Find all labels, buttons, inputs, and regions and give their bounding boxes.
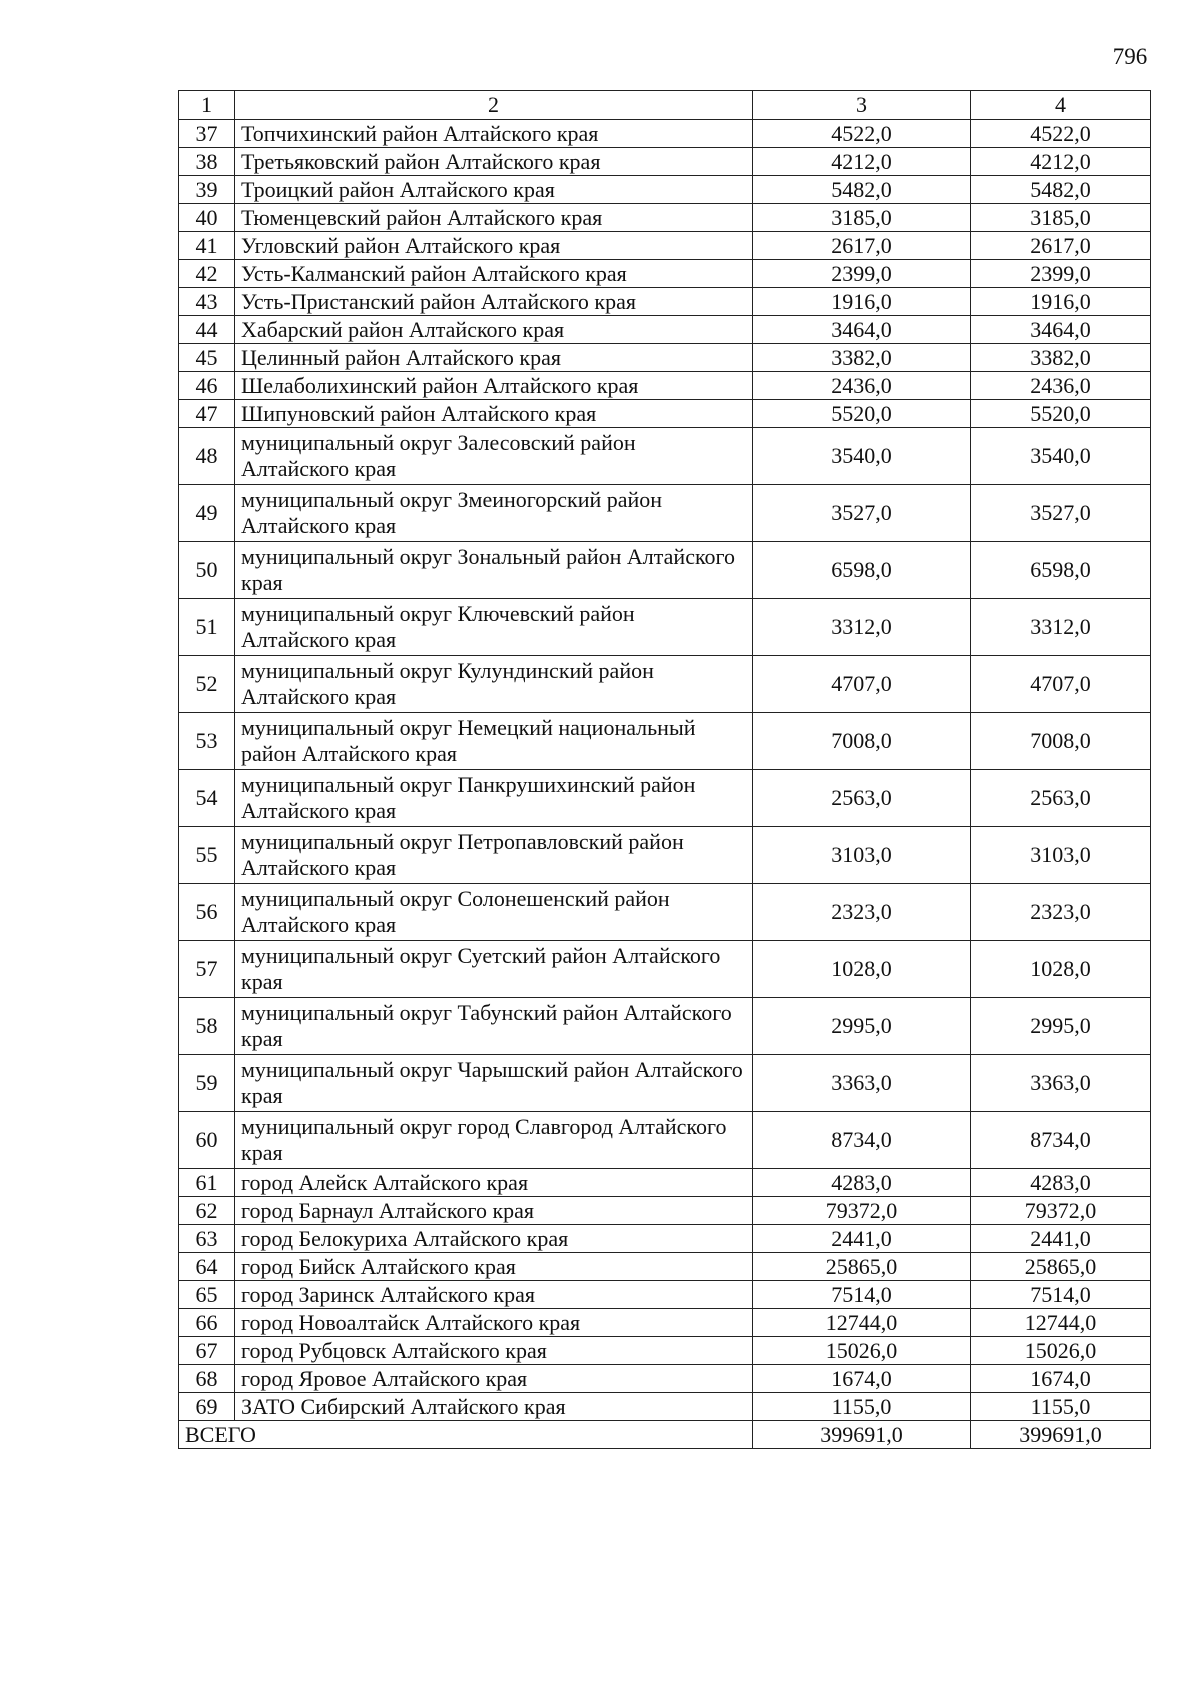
row-number: 60: [179, 1112, 235, 1169]
row-value-col4: 1916,0: [971, 288, 1151, 316]
row-number: 58: [179, 998, 235, 1055]
row-number: 63: [179, 1225, 235, 1253]
row-value-col3: 5482,0: [753, 176, 971, 204]
row-value-col3: 1028,0: [753, 941, 971, 998]
row-name: муниципальный округ Змеиногорский район Алтайского края: [235, 485, 753, 542]
row-name: муниципальный округ Ключевский район Алтайского края: [235, 599, 753, 656]
row-name: город Бийск Алтайского края: [235, 1253, 753, 1281]
row-value-col3: 4212,0: [753, 148, 971, 176]
row-value-col4: 8734,0: [971, 1112, 1151, 1169]
table-row: [179, 204, 1151, 232]
table-row: [179, 1365, 1151, 1393]
row-value-col4: 4212,0: [971, 148, 1151, 176]
table-row: [179, 1112, 1151, 1169]
table-row: [179, 485, 1151, 542]
row-name: Шипуновский район Алтайского края: [235, 400, 753, 428]
row-name: Тюменцевский район Алтайского края: [235, 204, 753, 232]
row-name: муниципальный округ город Славгород Алтайского края: [235, 1112, 753, 1169]
row-number: 52: [179, 656, 235, 713]
row-value-col4: 2995,0: [971, 998, 1151, 1055]
table-row: [179, 599, 1151, 656]
row-value-col4: 2436,0: [971, 372, 1151, 400]
row-value-col4: 2323,0: [971, 884, 1151, 941]
row-value-col3: 3527,0: [753, 485, 971, 542]
row-number: 69: [179, 1393, 235, 1421]
row-value-col3: 2323,0: [753, 884, 971, 941]
row-number: 67: [179, 1337, 235, 1365]
row-value-col4: 2563,0: [971, 770, 1151, 827]
row-value-col4: 15026,0: [971, 1337, 1151, 1365]
row-name: город Белокуриха Алтайского края: [235, 1225, 753, 1253]
table-row: [179, 428, 1151, 485]
row-value-col3: 4707,0: [753, 656, 971, 713]
total-row: [179, 1421, 1151, 1449]
row-number: 47: [179, 400, 235, 428]
table-row: [179, 998, 1151, 1055]
table-row: [179, 316, 1151, 344]
row-value-col3: 2399,0: [753, 260, 971, 288]
row-number: 42: [179, 260, 235, 288]
row-value-col3: 25865,0: [753, 1253, 971, 1281]
row-value-col3: 3312,0: [753, 599, 971, 656]
row-name: Троицкий район Алтайского края: [235, 176, 753, 204]
row-value-col3: 3185,0: [753, 204, 971, 232]
allocation-table: [178, 90, 1151, 1449]
row-value-col4: 1028,0: [971, 941, 1151, 998]
row-number: 59: [179, 1055, 235, 1112]
table-row: [179, 120, 1151, 148]
row-number: 56: [179, 884, 235, 941]
row-name: муниципальный округ Солонешенский район Алтайского края: [235, 884, 753, 941]
row-value-col3: 2563,0: [753, 770, 971, 827]
header-cell-2: 2: [235, 91, 753, 120]
row-number: 39: [179, 176, 235, 204]
table-row: [179, 232, 1151, 260]
row-number: 37: [179, 120, 235, 148]
row-value-col4: 7008,0: [971, 713, 1151, 770]
row-value-col4: 25865,0: [971, 1253, 1151, 1281]
row-name: Усть-Калманский район Алтайского края: [235, 260, 753, 288]
row-value-col4: 3103,0: [971, 827, 1151, 884]
table-row: [179, 827, 1151, 884]
row-name: город Новоалтайск Алтайского края: [235, 1309, 753, 1337]
row-value-col4: 5482,0: [971, 176, 1151, 204]
row-name: муниципальный округ Петропавловский район Алтайского края: [235, 827, 753, 884]
row-name: Топчихинский район Алтайского края: [235, 120, 753, 148]
row-name: муниципальный округ Кулундинский район Алтайского края: [235, 656, 753, 713]
row-name: муниципальный округ Немецкий национальный район Алтайского края: [235, 713, 753, 770]
row-value-col4: 12744,0: [971, 1309, 1151, 1337]
row-value-col4: 3312,0: [971, 599, 1151, 656]
row-value-col4: 3540,0: [971, 428, 1151, 485]
row-value-col3: 3382,0: [753, 344, 971, 372]
table-row: [179, 656, 1151, 713]
row-value-col4: 2441,0: [971, 1225, 1151, 1253]
row-value-col3: 3103,0: [753, 827, 971, 884]
row-value-col3: 3540,0: [753, 428, 971, 485]
table-row: [179, 1309, 1151, 1337]
table-row: [179, 713, 1151, 770]
row-value-col4: 2399,0: [971, 260, 1151, 288]
row-value-col4: 3185,0: [971, 204, 1151, 232]
row-value-col4: 79372,0: [971, 1197, 1151, 1225]
row-value-col3: 2441,0: [753, 1225, 971, 1253]
table-row: [179, 1393, 1151, 1421]
row-name: муниципальный округ Залесовский район Алтайского края: [235, 428, 753, 485]
row-value-col3: 3464,0: [753, 316, 971, 344]
table-row: [179, 176, 1151, 204]
row-name: муниципальный округ Зональный район Алтайского края: [235, 542, 753, 599]
row-number: 64: [179, 1253, 235, 1281]
row-name: муниципальный округ Табунский район Алтайского края: [235, 998, 753, 1055]
row-name: Угловский район Алтайского края: [235, 232, 753, 260]
row-name: муниципальный округ Суетский район Алтайского края: [235, 941, 753, 998]
row-number: 49: [179, 485, 235, 542]
row-value-col3: 6598,0: [753, 542, 971, 599]
row-value-col3: 12744,0: [753, 1309, 971, 1337]
row-number: 38: [179, 148, 235, 176]
row-value-col3: 15026,0: [753, 1337, 971, 1365]
row-number: 53: [179, 713, 235, 770]
table-row: [179, 1197, 1151, 1225]
table-row: [179, 1055, 1151, 1112]
row-name: Шелаболихинский район Алтайского края: [235, 372, 753, 400]
table-row: [179, 1253, 1151, 1281]
row-value-col3: 1155,0: [753, 1393, 971, 1421]
table-row: [179, 1281, 1151, 1309]
row-name: город Заринск Алтайского края: [235, 1281, 753, 1309]
row-number: 57: [179, 941, 235, 998]
table-header-row: [179, 91, 1151, 120]
row-value-col4: 1674,0: [971, 1365, 1151, 1393]
row-value-col4: 4283,0: [971, 1169, 1151, 1197]
row-number: 54: [179, 770, 235, 827]
row-value-col3: 1916,0: [753, 288, 971, 316]
row-number: 68: [179, 1365, 235, 1393]
row-value-col3: 8734,0: [753, 1112, 971, 1169]
row-value-col4: 2617,0: [971, 232, 1151, 260]
row-value-col3: 2617,0: [753, 232, 971, 260]
row-name: город Алейск Алтайского края: [235, 1169, 753, 1197]
row-name: город Барнаул Алтайского края: [235, 1197, 753, 1225]
row-number: 44: [179, 316, 235, 344]
row-value-col3: 79372,0: [753, 1197, 971, 1225]
row-name: муниципальный округ Чарышский район Алтайского края: [235, 1055, 753, 1112]
row-number: 45: [179, 344, 235, 372]
row-value-col4: 3363,0: [971, 1055, 1151, 1112]
row-number: 55: [179, 827, 235, 884]
header-cell-1: 1: [179, 91, 235, 120]
table-row: [179, 260, 1151, 288]
row-value-col4: 4522,0: [971, 120, 1151, 148]
row-number: 48: [179, 428, 235, 485]
row-value-col4: 7514,0: [971, 1281, 1151, 1309]
row-value-col4: 6598,0: [971, 542, 1151, 599]
row-value-col3: 7514,0: [753, 1281, 971, 1309]
row-value-col4: 3464,0: [971, 316, 1151, 344]
row-number: 46: [179, 372, 235, 400]
row-value-col3: 4522,0: [753, 120, 971, 148]
row-number: 50: [179, 542, 235, 599]
table-row: [179, 1225, 1151, 1253]
row-value-col4: 3527,0: [971, 485, 1151, 542]
row-name: город Яровое Алтайского края: [235, 1365, 753, 1393]
row-name: Усть-Пристанский район Алтайского края: [235, 288, 753, 316]
row-number: 61: [179, 1169, 235, 1197]
row-value-col3: 2995,0: [753, 998, 971, 1055]
row-number: 62: [179, 1197, 235, 1225]
table-row: [179, 884, 1151, 941]
row-name: ЗАТО Сибирский Алтайского края: [235, 1393, 753, 1421]
table-row: [179, 941, 1151, 998]
table-row: [179, 770, 1151, 827]
row-name: Третьяковский район Алтайского края: [235, 148, 753, 176]
table-row: [179, 372, 1151, 400]
page-number: 796: [1112, 44, 1148, 69]
table-row: [179, 344, 1151, 372]
table-row: [179, 1169, 1151, 1197]
row-value-col3: 3363,0: [753, 1055, 971, 1112]
total-value-col4: 399691,0: [971, 1421, 1151, 1449]
row-number: 41: [179, 232, 235, 260]
total-value-col3: 399691,0: [753, 1421, 971, 1449]
row-number: 40: [179, 204, 235, 232]
table-row: [179, 288, 1151, 316]
row-value-col4: 5520,0: [971, 400, 1151, 428]
table-row: [179, 542, 1151, 599]
row-number: 66: [179, 1309, 235, 1337]
row-value-col4: 3382,0: [971, 344, 1151, 372]
row-number: 43: [179, 288, 235, 316]
row-number: 65: [179, 1281, 235, 1309]
total-label: ВСЕГО: [179, 1421, 753, 1449]
header-cell-3: 3: [753, 91, 971, 120]
table-row: [179, 148, 1151, 176]
row-value-col4: 1155,0: [971, 1393, 1151, 1421]
row-value-col3: 2436,0: [753, 372, 971, 400]
row-value-col3: 4283,0: [753, 1169, 971, 1197]
row-value-col3: 1674,0: [753, 1365, 971, 1393]
header-cell-4: 4: [971, 91, 1151, 120]
row-name: город Рубцовск Алтайского края: [235, 1337, 753, 1365]
row-name: муниципальный округ Панкрушихинский район Алтайского края: [235, 770, 753, 827]
row-number: 51: [179, 599, 235, 656]
table-row: [179, 1337, 1151, 1365]
row-name: Хабарский район Алтайского края: [235, 316, 753, 344]
row-value-col3: 5520,0: [753, 400, 971, 428]
row-value-col3: 7008,0: [753, 713, 971, 770]
row-value-col4: 4707,0: [971, 656, 1151, 713]
row-name: Целинный район Алтайского края: [235, 344, 753, 372]
table-row: [179, 400, 1151, 428]
